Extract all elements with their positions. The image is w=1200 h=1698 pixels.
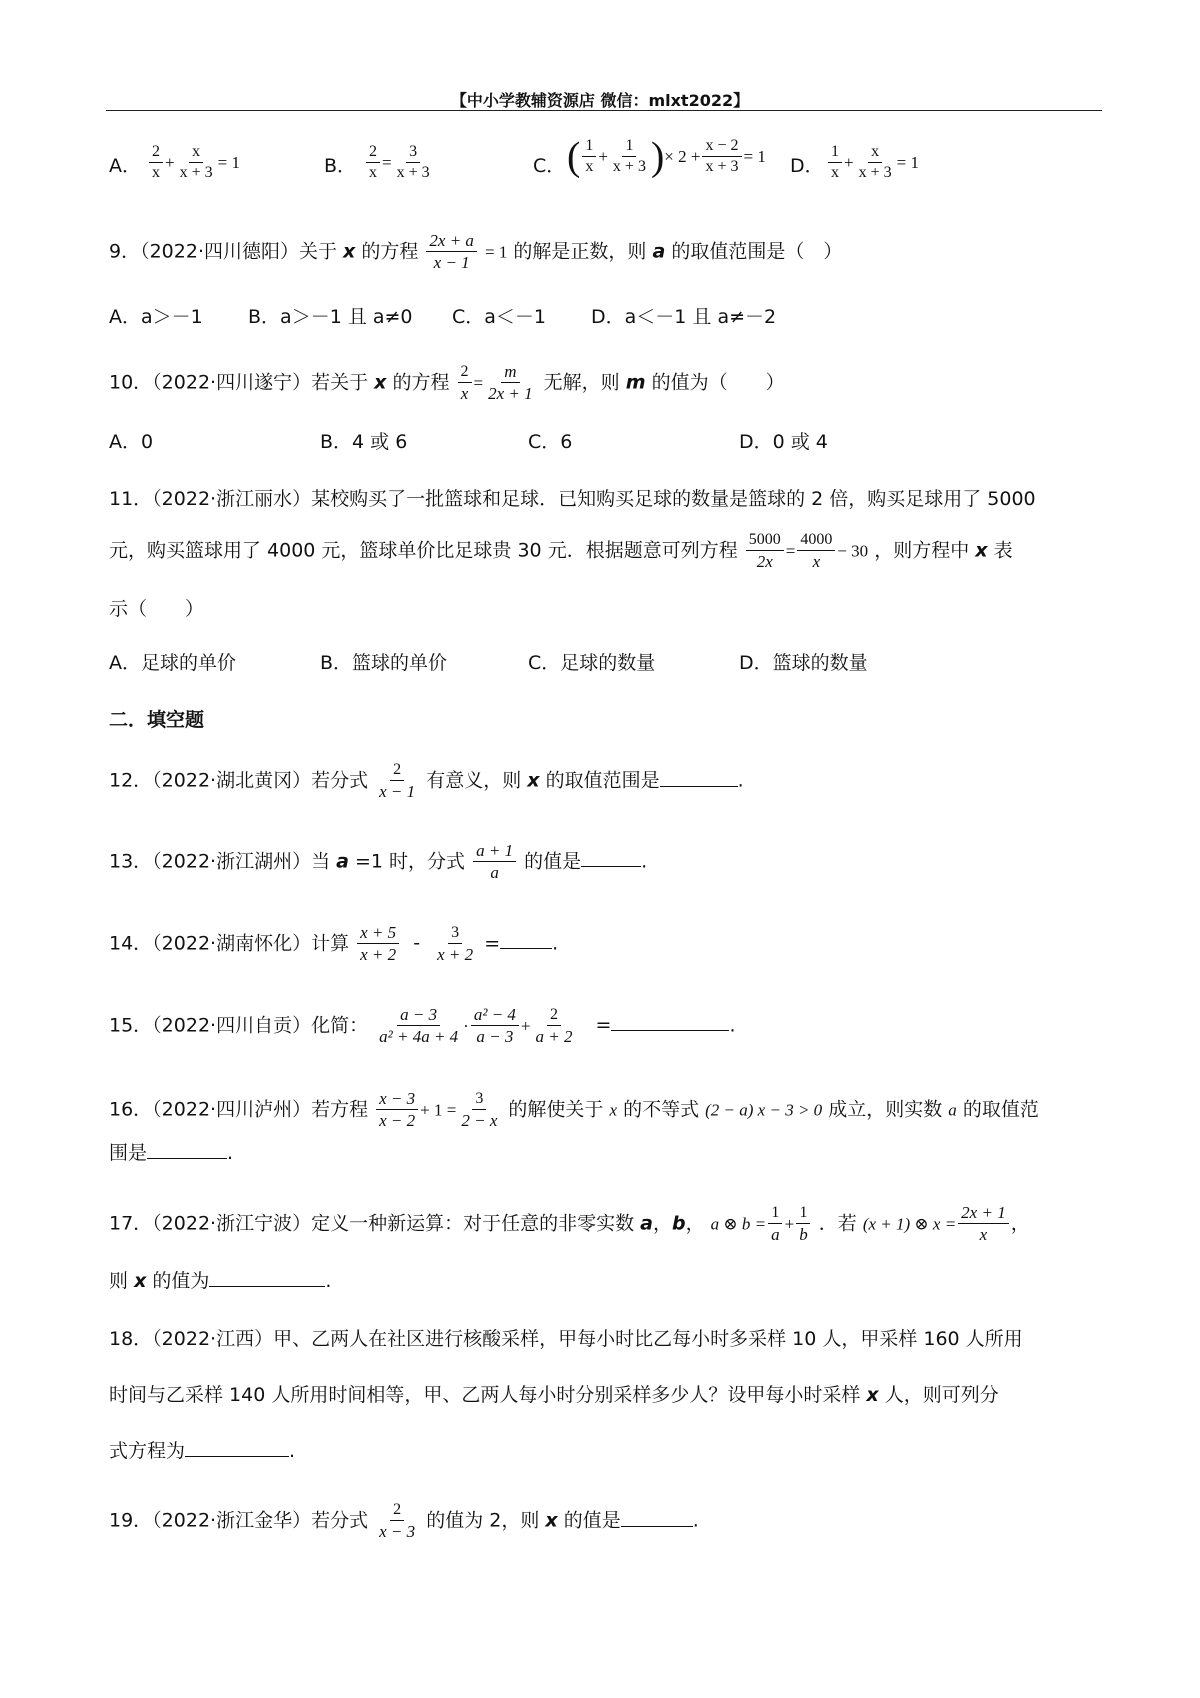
q8-option-a-expr: $\frac{2}{x}$ + $\frac{x}{x + 3}$ = 1: [147, 142, 240, 183]
q10-option-b: B．4 或 6: [320, 431, 408, 453]
page-header: 【中小学教辅资源店 微信：mlxt2022】: [450, 91, 750, 110]
question-9: 9．（2022·四川德阳）关于 x 的方程 $\frac{2x + a}{x - 1}$ = 1 的解是正数，则 a 的取值范围是（ ）: [109, 231, 843, 273]
header-rule: [106, 110, 1102, 111]
section-title-fill-in: 二．填空题: [109, 709, 205, 731]
q15-fraction-3: $\frac{2}{a + 2}$: [535, 1005, 573, 1046]
q10-fraction-right: $\frac{m}{2x + 1}$: [488, 362, 533, 404]
q10-option-d: D．0 或 4: [739, 431, 828, 453]
q12-fraction: $\frac{2}{x - 1}$: [379, 761, 416, 801]
q13-fraction: $\frac{a + 1}{a}$: [473, 840, 516, 884]
question-18-line-1: 18．（2022·江西）甲、乙两人在社区进行核酸采样，甲每小时比乙每小时多采样 10 人，甲采样 160 人所用: [109, 1328, 1023, 1350]
q11-fraction-left: $\frac{5000}{2x}$: [746, 530, 784, 572]
q8-option-d-expr: $\frac{1}{x}$ + $\frac{x}{x + 3}$ = 1: [826, 142, 919, 183]
q19-fraction: $\frac{2}{x - 3}$: [379, 1501, 416, 1541]
q17-condition: (x + 1) ⊗ x =: [862, 1214, 957, 1234]
question-11-line-2: 元，购买篮球用了 4000 元，篮球单价比足球贵 30 元．根据题意可列方程 $\frac{5000}{2x}$ = $\frac{4000}{x}$ − 30 ，则方程中 x 表: [109, 531, 1013, 571]
q12-answer-blank[interactable]: [660, 770, 738, 787]
q18-answer-blank[interactable]: [185, 1440, 289, 1457]
question-11-line-1: 11．（2022·浙江丽水）某校购买了一批篮球和足球．已知购买足球的数量是篮球的 2 倍，购买足球用了 5000: [109, 488, 1036, 510]
q8-option-b-label: B．: [324, 155, 357, 177]
q15-fraction-2: $\frac{\text{a² − 4}}{a - 3}$: [471, 1004, 519, 1048]
question-11-line-3: 示（ ）: [109, 598, 205, 620]
q8-option-c-expr: ( $\frac{1}{x}$ + $\frac{1}{x + 3}$ )× 2 + $\frac{x - 2}{x + 3}$ = 1: [567, 133, 766, 179]
q17-answer-blank[interactable]: [209, 1270, 325, 1287]
q16-answer-blank[interactable]: [147, 1142, 227, 1159]
question-17-line-2: 则 x 的值为 .: [109, 1270, 332, 1292]
q9-option-d: D．a＜－1 且 a≠－2: [591, 306, 777, 328]
question-18-line-2: 时间与乙采样 140 人所用时间相等，甲、乙两人每小时分别采样多少人？设甲每小时采样 x 人，则可列分: [109, 1384, 999, 1406]
q16-fraction-right: $\frac{3}{2 - x}$: [461, 1089, 498, 1130]
q15-answer-blank[interactable]: [611, 1014, 729, 1031]
q8-option-c-label: C．: [533, 155, 566, 177]
q11-option-d: D．篮球的数量: [739, 652, 868, 674]
q14-fraction-right: $\frac{3}{x + 2}$: [437, 923, 474, 964]
q8-option-a-label: A．: [109, 155, 141, 177]
question-16-line-2: 围是 .: [109, 1142, 234, 1164]
q10-option-c: C．6: [528, 431, 573, 453]
q11-option-b: B．篮球的单价: [320, 652, 448, 674]
q15-fraction-1: $\frac{a - 3}{\text{a² + 4a + 4}}$: [379, 1005, 459, 1047]
q16-fraction-left: $\frac{x - 3}{x - 2}$: [376, 1088, 418, 1132]
question-16-line-1: 16．（2022·四川泸州）若方程 $\frac{x - 3}{x - 2}$ + 1 = $\frac{3}{2 - x}$ 的解使关于 x 的不等式 (2 − a) x − 3 > 0 成立，则实数 a 的取值范: [109, 1089, 1039, 1131]
q11-option-c: C．足球的数量: [528, 652, 656, 674]
q9-option-b: B．a＞－1 且 a≠0: [248, 306, 413, 328]
q17-definition: a ⊗ b =: [710, 1214, 767, 1234]
q14-answer-blank[interactable]: [500, 932, 552, 949]
question-14: 14．（2022·湖南怀化）计算 $\frac{x + 5}{x + 2}$ - $\frac{3}{x + 2}$ = .: [109, 923, 559, 965]
question-19: 19．（2022·浙江金华）若分式 $\frac{2}{x - 3}$ 的值为 2，则 x 的值是 .: [109, 1501, 699, 1541]
q11-fraction-right: $\frac{4000}{x}$: [797, 530, 835, 572]
question-15: 15．（2022·四川自贡）化简： $\frac{a - 3}{\text{a² + 4a + 4}}$ · $\frac{\text{a² − 4}}{a - 3}$ + $\frac{2}{a + 2}$ = .: [109, 1005, 736, 1047]
q19-answer-blank[interactable]: [621, 1510, 693, 1527]
question-13: 13．（2022·浙江湖州）当 a =1 时，分式 $\frac{a + 1}{a}$ 的值是 .: [109, 841, 648, 883]
q14-fraction-left: $\frac{x + 5}{x + 2}$: [357, 922, 399, 966]
question-18-line-3: 式方程为 .: [109, 1440, 296, 1462]
q9-option-c: C．a＜－1: [452, 306, 547, 328]
q10-option-a: A．0: [109, 431, 154, 453]
q8-option-d-label: D．: [790, 155, 824, 177]
q10-fraction-left: $\frac{2}{x}$: [458, 362, 472, 404]
question-12: 12．（2022·湖北黄冈）若分式 $\frac{2}{x - 1}$ 有意义，则 x 的取值范围是 .: [109, 761, 744, 801]
q9-fraction: $\frac{2x + a}{x - 1}$: [426, 230, 477, 274]
question-17-line-1: 17．（2022·浙江宁波）定义一种新运算：对于任意的非零实数 a，b， a ⊗ b = $\frac{1}{a}$ + $\frac{1}{b}$ ．若 (x + 1) ⊗ x = $\frac{2x + 1}{x}$ ，: [109, 1203, 1030, 1245]
q9-option-a: A．a＞－1: [109, 306, 203, 328]
q13-answer-blank[interactable]: [581, 850, 641, 867]
q11-option-a: A．足球的单价: [109, 652, 237, 674]
q8-option-b-expr: $\frac{2}{x}$ = $\frac{3}{x + 3}$: [364, 142, 435, 183]
question-10: 10．（2022·四川遂宁）若关于 x 的方程 $\frac{2}{x}$ = $\frac{m}{2x + 1}$ 无解，则 m 的值为（ ）: [109, 362, 785, 404]
